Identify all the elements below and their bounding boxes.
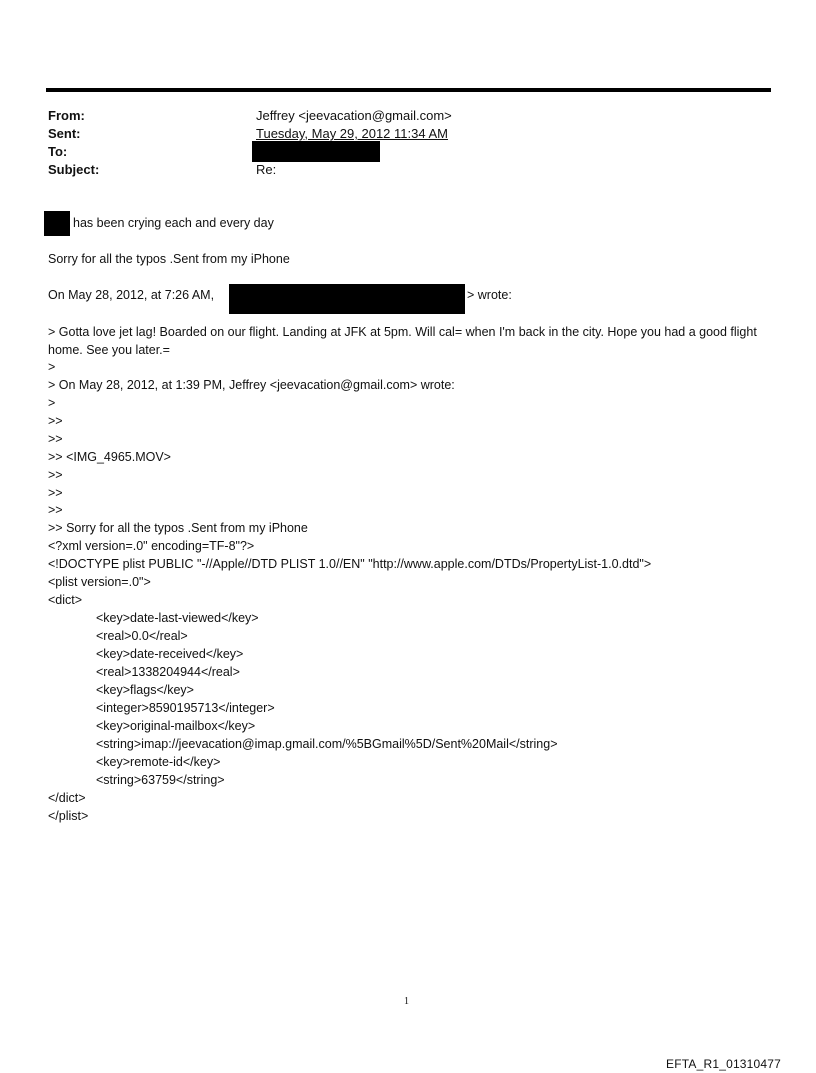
quote-line: > bbox=[48, 360, 56, 374]
plist-line: <key>flags</key> bbox=[96, 683, 194, 697]
sent-label: Sent: bbox=[48, 126, 81, 141]
body-line-crying: has been crying each and every day bbox=[73, 216, 274, 230]
on-date-suffix: > wrote: bbox=[467, 288, 512, 302]
header-rule bbox=[46, 88, 771, 92]
quote-line: > On May 28, 2012, at 1:39 PM, Jeffrey <jeevacation@gmail.com> wrote: bbox=[48, 378, 455, 392]
quote-line: > bbox=[48, 396, 56, 410]
plist-line: <real>0.0</real> bbox=[96, 629, 188, 643]
quote-line: >> bbox=[48, 486, 63, 500]
quote-line: >> <IMG_4965.MOV> bbox=[48, 450, 171, 464]
on-date-prefix: On May 28, 2012, at 7:26 AM, bbox=[48, 288, 215, 302]
xml-line: <plist version=.0"> bbox=[48, 575, 151, 589]
subject-value: Re: bbox=[256, 162, 277, 177]
plist-line: <key>date-received</key> bbox=[96, 647, 244, 661]
plist-line: <key>original-mailbox</key> bbox=[96, 719, 256, 733]
to-label: To: bbox=[48, 144, 68, 159]
page-number: 1 bbox=[404, 996, 409, 1007]
plist-line: <key>date-last-viewed</key> bbox=[96, 611, 259, 625]
sent-value: Tuesday, May 29, 2012 11:34 AM bbox=[256, 126, 448, 141]
xml-closing-line: </plist> bbox=[48, 809, 89, 823]
plist-line: <integer>8590195713</integer> bbox=[96, 701, 275, 715]
from-label: From: bbox=[48, 108, 85, 123]
quote-line: >> bbox=[48, 414, 63, 428]
from-value: Jeffrey <jeevacation@gmail.com> bbox=[256, 108, 452, 123]
xml-line: <!DOCTYPE plist PUBLIC "-//Apple//DTD PLIST 1.0//EN" "http://www.apple.com/DTDs/PropertyList-1.0.dtd"> bbox=[48, 557, 652, 571]
quote-line: >> bbox=[48, 503, 63, 517]
quote-line: >> bbox=[48, 432, 63, 446]
subject-label: Subject: bbox=[48, 162, 100, 177]
xml-line: <dict> bbox=[48, 593, 83, 607]
redaction-to bbox=[252, 141, 380, 162]
redaction-name bbox=[44, 211, 70, 236]
body-line-sorry: Sorry for all the typos .Sent from my iPhone bbox=[48, 252, 290, 266]
xml-closing-line: </dict> bbox=[48, 791, 86, 805]
quote-line: >> bbox=[48, 468, 63, 482]
quote-line: >> Sorry for all the typos .Sent from my iPhone bbox=[48, 521, 308, 535]
quote-paragraph: > Gotta love jet lag! Boarded on our flight. Landing at JFK at 5pm. Will cal= when I'm back in the city. Hope you had a good flight home. See you later.= bbox=[48, 325, 757, 357]
plist-line: <real>1338204944</real> bbox=[96, 665, 240, 679]
bates-number: EFTA_R1_01310477 bbox=[666, 1057, 782, 1071]
plist-line: <key>remote-id</key> bbox=[96, 755, 221, 769]
plist-line: <string>63759</string> bbox=[96, 773, 225, 787]
redaction-sender bbox=[229, 284, 465, 314]
xml-line: <?xml version=.0" encoding=TF-8"?> bbox=[48, 539, 255, 553]
plist-line: <string>imap://jeevacation@imap.gmail.com/%5BGmail%5D/Sent%20Mail</string> bbox=[96, 737, 558, 751]
